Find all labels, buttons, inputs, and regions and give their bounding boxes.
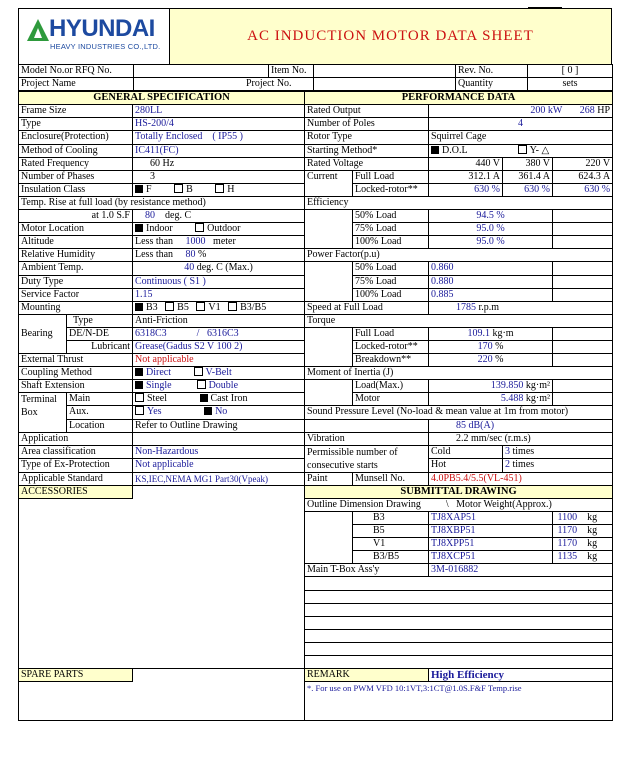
starts-hot-value[interactable]: 2 times [503, 459, 613, 473]
remark-header: REMARK [305, 669, 429, 682]
exprot-label: Type of Ex-Protection [19, 459, 133, 473]
vibration-value[interactable]: 2.2 mm/sec (r.m.s) [429, 432, 613, 445]
vbelt-checkbox-icon [194, 367, 203, 376]
tbox-label: Main T-Box Ass'y [305, 564, 429, 577]
general-spec-header: GENERAL SPECIFICATION [19, 92, 305, 105]
humidity-value[interactable]: Less than 80 % [133, 249, 305, 262]
pf-100-label: 100% Load [353, 288, 429, 301]
submittal-blank-row[interactable] [305, 656, 613, 669]
dwg-mount-v1: V1 [353, 538, 429, 551]
eff-100-value[interactable]: 95.0 % [429, 236, 553, 249]
insulation-options[interactable]: F B H [133, 183, 305, 196]
accessories-header: ACCESSORIES [19, 485, 133, 498]
enclosure-value[interactable]: Totally Enclosed ( IP55 ) [133, 131, 305, 144]
submittal-header: SUBMITTAL DRAWING [305, 485, 613, 498]
starts-cold-label: Cold [429, 445, 503, 459]
inertia-load-value[interactable]: 139.850 kg·m² [429, 380, 553, 393]
mounting-options[interactable]: B3 B5 V1 B3/B5 [133, 301, 305, 314]
ambient-value[interactable]: 40 deg. C (Max.) [133, 262, 305, 275]
area-value[interactable]: Non-Hazardous [133, 445, 305, 459]
terminal-main-label: Main [67, 393, 133, 406]
torque-full-label: Full Load [353, 327, 429, 340]
model-label: Model No.or RFQ No. [19, 65, 134, 78]
altitude-label: Altitude [19, 236, 133, 249]
submittal-blank-row[interactable] [305, 577, 613, 590]
thrust-label: External Thrust [19, 354, 133, 367]
starts-cold-value[interactable]: 3 times [503, 445, 613, 459]
dwg-mount-b3: B3 [353, 512, 429, 525]
pf-75-label: 75% Load [353, 275, 429, 288]
dwg-weight-b3[interactable]: 1100 kg [553, 512, 613, 525]
class-h-checkbox-icon [215, 184, 224, 193]
humidity-label: Relative Humidity [19, 249, 133, 262]
current-label: Current [305, 170, 353, 196]
altitude-value[interactable]: Less than 1000 meter [133, 236, 305, 249]
coupling-label: Coupling Method [19, 367, 133, 380]
standard-label: Applicable Standard [19, 472, 133, 485]
frame-size-label: Frame Size [19, 105, 133, 118]
dwg-weight-b3b5[interactable]: 1135 kg [553, 551, 613, 564]
eff-50-value[interactable]: 94.5 % [429, 210, 553, 223]
current-full-2[interactable]: 361.4 A [503, 170, 553, 183]
duty-value[interactable]: Continuous ( S1 ) [133, 275, 305, 288]
bearing-de-label: DE/N-DE [67, 327, 133, 340]
item-label: Item No. [269, 65, 314, 78]
inertia-motor-value[interactable]: 5.488 kg·m² [429, 393, 553, 406]
voltage-label: Rated Voltage [305, 157, 429, 170]
company-logo [19, 9, 169, 64]
location-options[interactable]: Indoor Outdoor [133, 223, 305, 236]
accessories-area[interactable] [19, 498, 305, 668]
voltage-1[interactable]: 440 V [429, 157, 503, 170]
vibration-label: Vibration [305, 432, 429, 445]
direct-checked-icon [135, 368, 143, 376]
cooling-label: Method of Cooling [19, 144, 133, 157]
bearing-de-value[interactable]: 6318C3 / 6316C3 [133, 327, 305, 340]
submittal-blank-row[interactable] [305, 616, 613, 629]
tbox-value[interactable]: 3M-016882 [429, 564, 613, 577]
item-value[interactable] [314, 65, 456, 78]
inertia-label: Moment of Inertia (J) [305, 367, 613, 380]
rev-label: Rev. No. [456, 65, 528, 78]
torque-lr-label: Locked-rotor** [353, 340, 429, 353]
b3-checked-icon [135, 303, 143, 311]
current-full-3[interactable]: 624.3 A [553, 170, 613, 183]
temp-rise-value[interactable]: 80 deg. C [133, 210, 305, 223]
b3b5-checkbox-icon [228, 302, 237, 311]
starting-options[interactable]: D.O.L Y- △ [429, 144, 613, 157]
thrust-value[interactable]: Not applicable [133, 354, 305, 367]
indoor-checked-icon [135, 224, 143, 232]
class-f-checked-icon [135, 185, 143, 193]
standard-value[interactable]: KS,IEC,NEMA MG1 Part30(Vpeak) [133, 472, 305, 485]
current-lr-3[interactable]: 630 % [553, 183, 613, 196]
voltage-2[interactable]: 380 V [503, 157, 553, 170]
submittal-blank-row[interactable] [305, 590, 613, 603]
phases-label: Number of Phases [19, 170, 133, 183]
exprot-value[interactable]: Not applicable [133, 459, 305, 473]
performance-header: PERFORMANCE DATA [305, 92, 613, 105]
efficiency-label: Efficiency [305, 196, 613, 209]
current-lr-1[interactable]: 630 % [429, 183, 503, 196]
location-label: Motor Location [19, 223, 133, 236]
sound-value[interactable]: 85 dB(A) [429, 419, 613, 432]
double-checkbox-icon [197, 380, 206, 389]
dwg-weight-b5[interactable]: 1170 kg [553, 525, 613, 538]
dwg-mount-b5: B5 [353, 525, 429, 538]
phases-value[interactable]: 3 [133, 170, 305, 183]
logo-triangle-icon [27, 19, 49, 41]
qty-unit: sets [528, 78, 613, 91]
cast-iron-checked-icon [200, 394, 208, 402]
rotor-type-label: Rotor Type [305, 131, 429, 144]
bearing-type-label: Type [67, 314, 133, 327]
poles-label: Number of Poles [305, 118, 429, 131]
submittal-blank-row[interactable] [305, 629, 613, 642]
terminal-aux-options[interactable]: Yes No [133, 406, 305, 419]
eff-75-value[interactable]: 95.0 % [429, 223, 553, 236]
area-label: Area classification [19, 445, 133, 459]
eff-75-label: 75% Load [353, 223, 429, 236]
lubricant-label: Lubricant [67, 340, 133, 353]
terminal-main-options[interactable]: Steel Cast Iron [133, 393, 305, 406]
spec-table [18, 91, 613, 721]
frequency-label: Rated Frequency [19, 157, 133, 170]
starting-label: Starting Method* [305, 144, 429, 157]
coupling-options[interactable]: Direct V-Belt [133, 367, 305, 380]
voltage-3[interactable]: 220 V [553, 157, 613, 170]
service-factor-label: Service Factor [19, 288, 133, 301]
logo-name: HYUNDAI [49, 15, 155, 42]
class-b-checkbox-icon [174, 184, 183, 193]
torque-bd-label: Breakdown** [353, 354, 429, 367]
aux-no-checked-icon [204, 407, 212, 415]
terminal-location-value[interactable]: Refer to Outline Drawing [133, 419, 305, 432]
sound-label: Sound Pressure Level (No-load & mean value at 1m from motor) [305, 406, 613, 419]
submittal-blank-row[interactable] [305, 603, 613, 616]
insulation-label: Insulation Class [19, 183, 133, 196]
torque-lr-value[interactable]: 170 % [429, 340, 553, 353]
duty-label: Duty Type [19, 275, 133, 288]
paint-label: Paint [305, 472, 353, 485]
pf-50-value[interactable]: 0.860 [429, 262, 553, 275]
project-no-value[interactable] [314, 78, 456, 91]
b5-checkbox-icon [165, 302, 174, 311]
poles-value[interactable]: 4 [429, 118, 613, 131]
aux-yes-checkbox-icon [135, 406, 144, 415]
terminal-box-label: Terminal Box [19, 393, 67, 432]
steel-checkbox-icon [135, 393, 144, 402]
rated-output-value[interactable]: 200 kW 268 HP [429, 105, 613, 118]
current-full-label: Full Load [353, 170, 429, 183]
munsell-label: Munsell No. [353, 472, 429, 485]
submittal-blank-row[interactable] [305, 642, 613, 655]
temp-rise-sub: at 1.0 S.F [19, 210, 133, 223]
dwg-mount-b3b5: B3/B5 [353, 551, 429, 564]
terminal-aux-label: Aux. [67, 406, 133, 419]
current-lr-2[interactable]: 630 % [503, 183, 553, 196]
inertia-load-label: Load(Max.) [353, 380, 429, 393]
application-value[interactable] [133, 432, 305, 445]
rev-value[interactable]: [ 0 ] [528, 65, 613, 78]
spare-parts-area[interactable] [19, 682, 305, 721]
outdoor-checkbox-icon [195, 223, 204, 232]
dwg-no-v1[interactable]: TJ8XPP51 [429, 538, 553, 551]
shaft-options[interactable]: Single Double [133, 380, 305, 393]
dol-checked-icon [431, 146, 439, 154]
pf-75-value[interactable]: 0.880 [429, 275, 553, 288]
pf-100-value[interactable]: 0.885 [429, 288, 553, 301]
info-table [18, 64, 613, 91]
terminal-location-label: Location [67, 419, 133, 432]
spare-parts-header: SPARE PARTS [19, 669, 133, 682]
current-full-1[interactable]: 312.1 A [429, 170, 503, 183]
type-label: Type [19, 118, 133, 131]
model-value[interactable] [134, 65, 269, 78]
inertia-motor-label: Motor [353, 393, 429, 406]
mounting-label: Mounting [19, 301, 133, 314]
dwg-no-b3b5[interactable]: TJ8XCP51 [429, 551, 553, 564]
power-factor-label: Power Factor(p.u) [305, 249, 613, 262]
starts-hot-label: Hot [429, 459, 503, 473]
eff-100-label: 100% Load [353, 236, 429, 249]
temp-rise-label: Temp. Rise at full load (by resistance method) [19, 196, 305, 209]
pf-50-label: 50% Load [353, 262, 429, 275]
speed-value[interactable]: 1785 r.p.m [429, 301, 613, 314]
rotor-type-value[interactable]: Squirrel Cage [429, 131, 613, 144]
torque-full-value[interactable]: 109.1 kg·m [429, 327, 553, 340]
cooling-value[interactable]: IC411(FC) [133, 144, 305, 157]
ambient-label: Ambient Temp. [19, 262, 133, 275]
eff-50-label: 50% Load [353, 210, 429, 223]
lubricant-value[interactable]: Grease(Gadus S2 V 100 2) [133, 340, 305, 353]
sheet-title: AC INDUCTION MOTOR DATA SHEET [247, 28, 534, 44]
service-factor-value[interactable]: 1.15 [133, 288, 305, 301]
dwg-no-b3[interactable]: TJ8XAP51 [429, 512, 553, 525]
title-box [169, 9, 611, 64]
paint-value[interactable]: 4.0PB5.4/5.5(VL-451) [429, 472, 613, 485]
logo-subtitle: HEAVY INDUSTRIES CO.,LTD. [50, 42, 161, 51]
sheet-header [18, 8, 612, 64]
speed-label: Speed at Full Load [305, 301, 429, 314]
frequency-value[interactable]: 60 Hz [133, 157, 305, 170]
shaft-label: Shaft Extension [19, 380, 133, 393]
outline-header: Outline Dimension Drawing \ Motor Weight(Approx.) [305, 498, 613, 511]
data-sheet [18, 8, 612, 721]
torque-bd-value[interactable]: 220 % [429, 354, 553, 367]
torque-label: Torque [305, 314, 613, 327]
bearing-type-value[interactable]: Anti-Friction [133, 314, 305, 327]
starts-label: Permissible number of consecutive starts [305, 445, 429, 472]
application-label: Application [19, 432, 133, 445]
rev-mark-line [528, 7, 562, 8]
star-delta-checkbox-icon [518, 145, 527, 154]
dwg-no-b5[interactable]: TJ8XBP51 [429, 525, 553, 538]
bearing-label: Bearing [19, 314, 67, 353]
remark-value[interactable]: High Efficiency [429, 669, 613, 682]
qty-label: Quantity [456, 78, 528, 91]
enclosure-label: Enclosure(Protection) [19, 131, 133, 144]
single-checked-icon [135, 381, 143, 389]
type-value[interactable]: HS-200/4 [133, 118, 305, 131]
frame-size-value[interactable]: 280LL [133, 105, 305, 118]
dwg-weight-v1[interactable]: 1170 kg [553, 538, 613, 551]
v1-checkbox-icon [196, 302, 205, 311]
rated-output-label: Rated Output [305, 105, 429, 118]
project-no-label: Project No. [134, 78, 314, 91]
remark-note: *. For use on PWM VFD 10:1VT,3:1CT@1.0S.F&F Temp.rise [305, 682, 613, 721]
current-lr-label: Locked-rotor** [353, 183, 429, 196]
project-name-label: Project Name [19, 78, 134, 91]
